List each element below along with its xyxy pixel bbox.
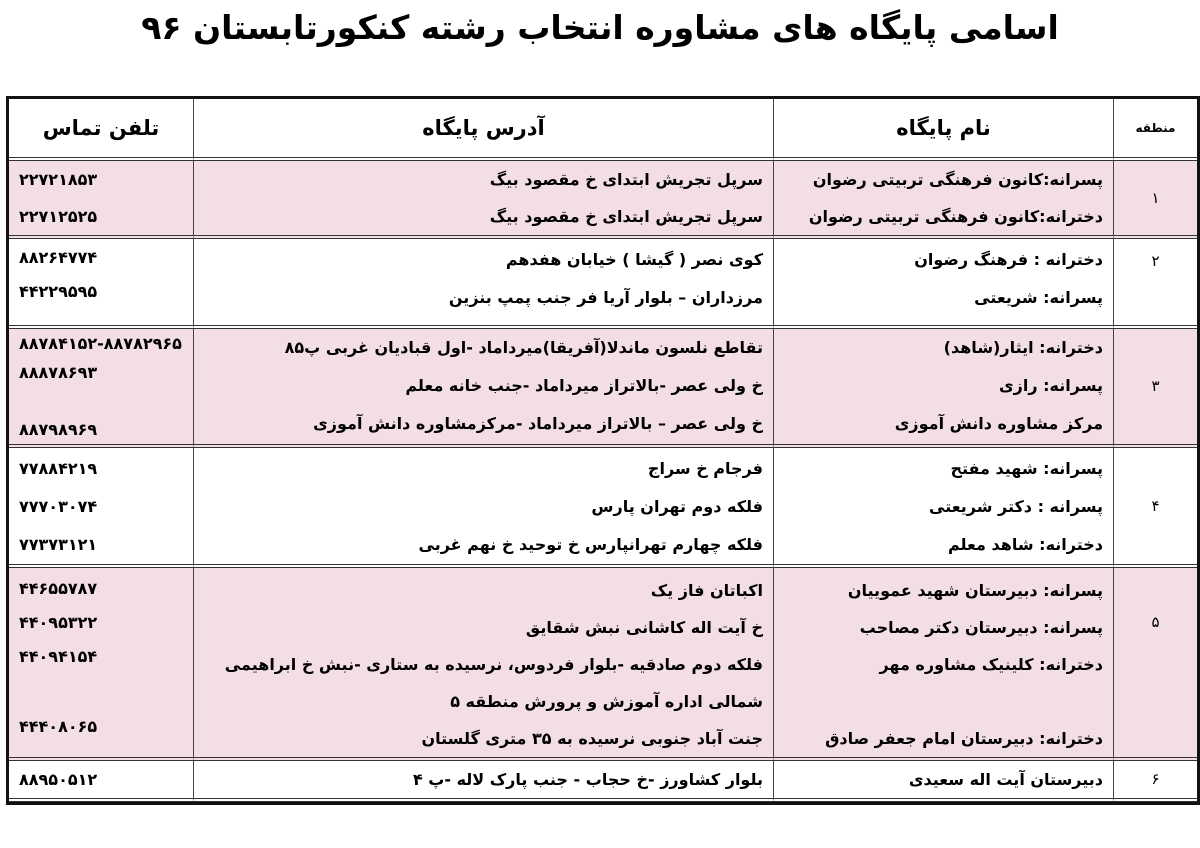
center-name: پسرانه: رازی — [999, 376, 1103, 395]
phone-number: ۴۴۶۵۵۷۸۷ — [19, 579, 98, 598]
name-cell — [773, 448, 1113, 568]
phone-cell — [9, 239, 193, 329]
region-cell: ۱ — [1113, 161, 1197, 239]
center-name: دخترانه : فرهنگ رضوان — [914, 250, 1103, 269]
region-cell: ۴ — [1113, 448, 1197, 568]
center-name: دخترانه: کلینیک مشاوره مهر — [879, 655, 1103, 674]
phone-number: ۸۸۹۵۰۵۱۲ — [19, 770, 98, 789]
page-title: اسامی پایگاه های مشاوره انتخاب رشته کنکورتابستان ۹۶ — [141, 8, 1059, 47]
phone-cell — [9, 329, 193, 448]
phone-cell — [9, 568, 193, 761]
table-row — [9, 761, 1197, 802]
center-address: جنت آباد جنوبی نرسیده به ۳۵ متری گلستان — [421, 729, 763, 748]
phone-number: ۷۷۸۸۴۲۱۹ — [19, 459, 98, 478]
phone-number: ۸۸۲۶۴۷۷۴ — [19, 248, 98, 267]
phone-cell — [9, 761, 193, 802]
center-name: پسرانه: دبیرستان شهید عموییان — [847, 581, 1103, 600]
address-cell — [193, 568, 773, 761]
center-address: کوی نصر ( گیشا ) خیابان هفدهم — [505, 250, 763, 269]
center-name: پسرانه: شهید مفتح — [950, 459, 1103, 478]
region-cell: ۶ — [1113, 761, 1197, 802]
center-address: تقاطع نلسون ماندلا(آفریقا)میرداماد -اول قبادیان غربی پ۸۵ — [284, 338, 763, 357]
table-header-row — [9, 99, 1197, 161]
phone-number: ۸۸۷۸۴۱۵۲-۸۸۷۸۲۹۶۵ — [19, 334, 182, 353]
phone-number: ۴۴۰۹۴۱۵۴ — [19, 647, 98, 666]
center-address: سرپل تجریش ابتدای خ مقصود بیگ — [489, 207, 763, 226]
phone-number: ۴۴۴۰۸۰۶۵ — [19, 717, 98, 736]
center-name: پسرانه: شریعتی — [974, 288, 1103, 307]
center-address: خ آیت اله کاشانی نبش شقایق — [525, 618, 763, 637]
table-row — [9, 329, 1197, 448]
region-cell: ۵ — [1113, 568, 1197, 761]
name-cell — [773, 329, 1113, 448]
center-address: خ ولی عصر -بالاتراز میرداماد -جنب خانه معلم — [405, 376, 763, 395]
phone-cell — [9, 448, 193, 568]
phone-number: ۷۷۳۷۳۱۲۱ — [19, 535, 98, 554]
center-name: پسرانه: دبیرستان دکتر مصاحب — [859, 618, 1103, 637]
address-cell — [193, 448, 773, 568]
region-cell: ۲ — [1113, 239, 1197, 329]
region-cell: ۳ — [1113, 329, 1197, 448]
center-address: خ ولی عصر – بالاتراز میرداماد -مرکزمشاوره دانش آموزی — [313, 414, 763, 433]
phone-number: ۸۸۸۷۸۶۹۳ — [19, 363, 98, 382]
phone-number: ۸۸۷۹۸۹۶۹ — [19, 420, 98, 439]
name-cell — [773, 761, 1113, 802]
center-name: دبیرستان آیت اله سعیدی — [908, 770, 1103, 789]
center-address: سرپل تجریش ابتدای خ مقصود بیگ — [489, 170, 763, 189]
center-address: فلکه دوم صادقیه -بلوار فردوس، نرسیده به ستاری -نبش خ ابراهیمی شمالی اداره آموزش و پرورش منطقه ۵ — [224, 655, 763, 711]
center-name: دخترانه: ایثار(شاهد) — [943, 338, 1103, 357]
header-phone: تلفن تماس — [9, 99, 193, 161]
table-row — [9, 239, 1197, 329]
name-cell — [773, 568, 1113, 761]
header-region: منطقه — [1113, 99, 1197, 161]
address-cell — [193, 239, 773, 329]
center-name: پسرانه:کانون فرهنگی تربیتی رضوان — [812, 170, 1103, 189]
center-name: دخترانه:کانون فرهنگی تربیتی رضوان — [808, 207, 1103, 226]
address-cell — [193, 761, 773, 802]
phone-number: ۴۴۲۲۹۵۹۵ — [19, 282, 98, 301]
phone-number: ۲۲۷۱۲۵۲۵ — [19, 207, 98, 226]
table-row — [9, 568, 1197, 761]
phone-number: ۴۴۰۹۵۳۲۲ — [19, 613, 98, 632]
center-address: فلکه دوم تهران پارس — [591, 497, 763, 516]
center-address: مرزداران – بلوار آریا فر جنب پمپ بنزین — [448, 288, 763, 307]
center-name: پسرانه : دکتر شریعتی — [929, 497, 1103, 516]
address-cell — [193, 161, 773, 239]
phone-number: ۷۷۷۰۳۰۷۴ — [19, 497, 98, 516]
counseling-centers-table — [6, 96, 1200, 805]
center-name: مرکز مشاوره دانش آموزی — [894, 414, 1103, 433]
header-name: نام پایگاه — [773, 99, 1113, 161]
center-name: دخترانه: شاهد معلم — [947, 535, 1103, 554]
phone-number: ۲۲۷۲۱۸۵۳ — [19, 170, 98, 189]
center-address: اکباتان فاز یک — [650, 581, 763, 600]
name-cell — [773, 161, 1113, 239]
table-row — [9, 161, 1197, 239]
header-address: آدرس پایگاه — [193, 99, 773, 161]
center-address: فرجام خ سراج — [647, 459, 763, 478]
center-address: فلکه چهارم تهرانپارس خ توحید خ نهم غربی — [418, 535, 763, 554]
address-cell — [193, 329, 773, 448]
name-cell — [773, 239, 1113, 329]
center-address: بلوار کشاورز -خ حجاب - جنب پارک لاله -پ ۴ — [412, 770, 763, 789]
table-row — [9, 448, 1197, 568]
phone-cell — [9, 161, 193, 239]
center-name: دخترانه: دبیرستان امام جعفر صادق — [825, 729, 1103, 748]
